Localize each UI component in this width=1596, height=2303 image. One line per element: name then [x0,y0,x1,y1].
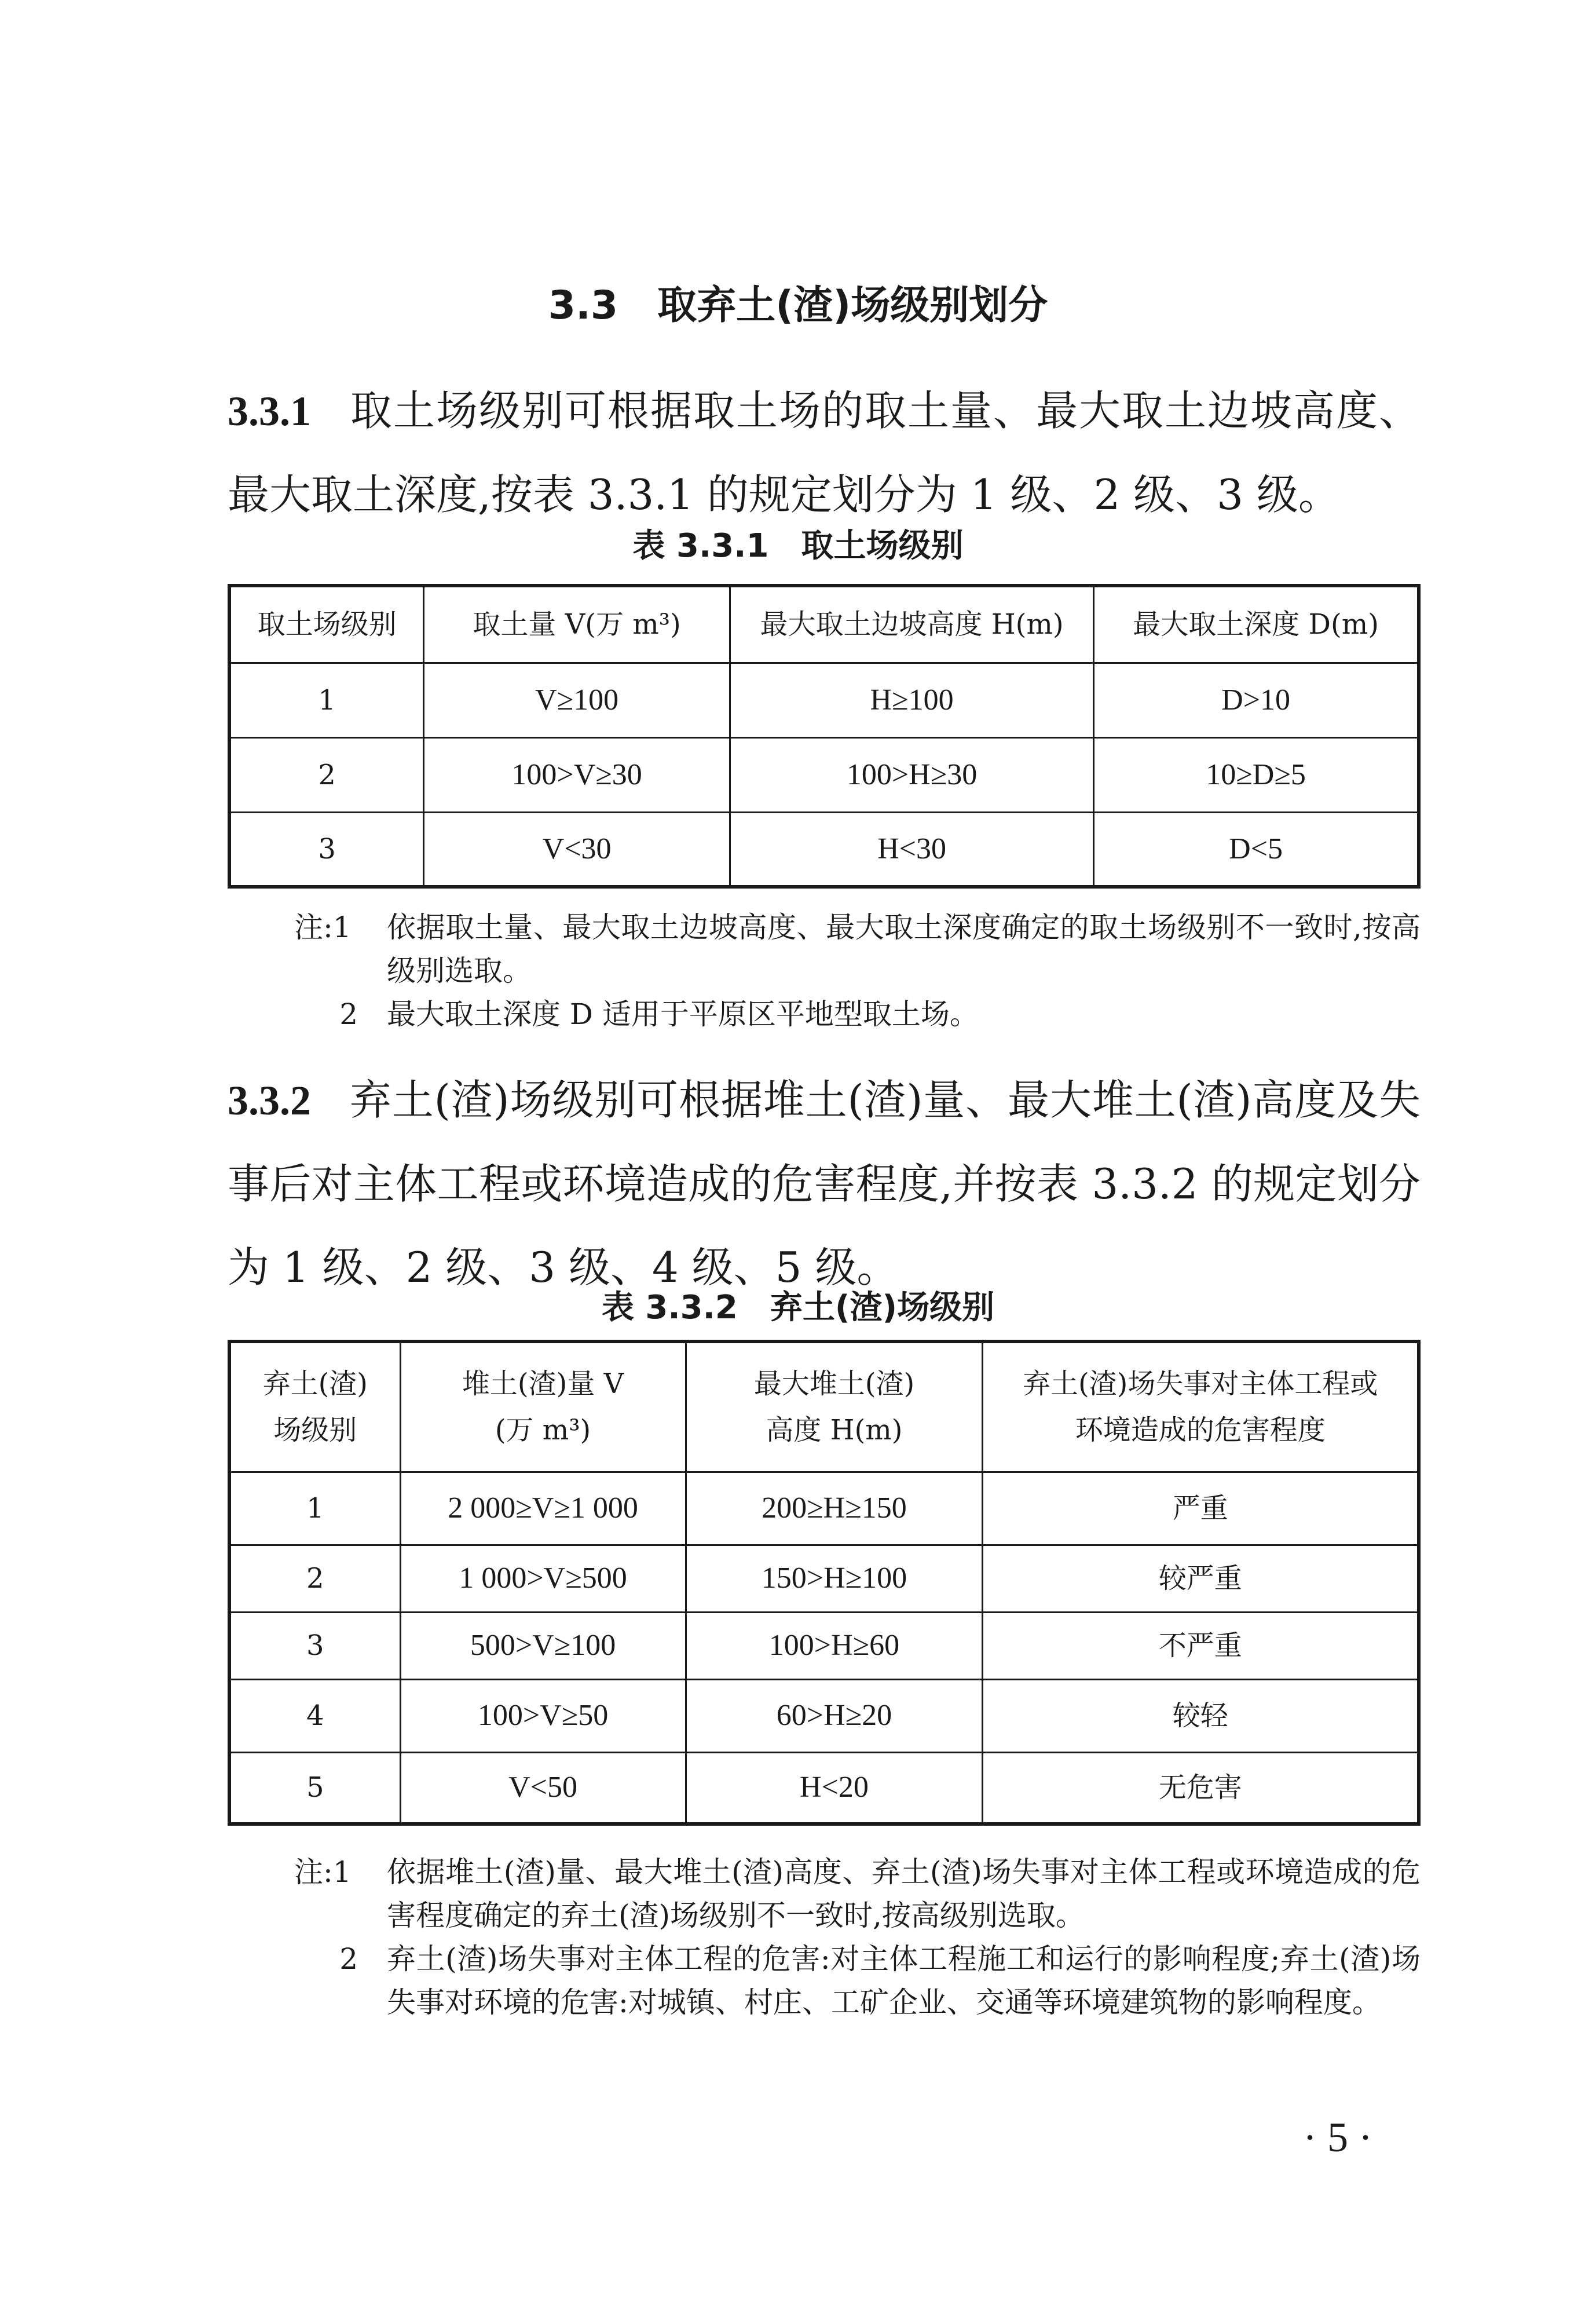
table-row [229,1752,1419,1824]
table-cell: 2 000≥V≥1 000 [400,1472,686,1545]
table-cell: 1 000>V≥500 [400,1545,686,1612]
clause-number: 3.3.2 [228,1077,311,1124]
table-row [229,812,1419,887]
page-number: · 5 · [1303,2114,1372,2161]
table-2-note-1 [294,1851,1421,1938]
section-title: 3.3 取弃土(渣)场级别划分 [548,283,1048,328]
table-cell: V<30 [424,812,730,887]
note-text: 依据取土量、最大取土边坡高度、最大取土深度确定的取土场级别不一致时,按高级别选取。 [387,911,1421,988]
note-label: 2 [339,1942,358,1976]
header-line: 最大堆土(渣) [753,1368,915,1401]
table-cell: 100>H≥60 [686,1612,983,1679]
table-row [229,663,1419,737]
header-cell: 取土场级别 [229,586,424,663]
table-cell: 500>V≥100 [400,1612,686,1679]
header-line: 高度 H(m) [766,1414,903,1447]
table-cell: 100>V≥50 [400,1679,686,1752]
table-cell: 60>H≥20 [686,1679,983,1752]
table-cell: H≥100 [730,663,1093,737]
table-cell: 100>H≥30 [730,737,1093,812]
table-1-title: 表 3.3.1 取土场级别 [632,527,964,565]
table-cell: 2 [229,1545,400,1612]
table-cell: 2 [229,737,424,812]
header-cell: 最大取土边坡高度 H(m) [730,586,1093,663]
table-cell: 5 [229,1752,400,1824]
header-cell [686,1341,983,1472]
table-cell: 1 [229,1472,400,1545]
table-cell: 3 [229,1612,400,1679]
clause-text: 弃土(渣)场级别可根据堆土(渣)量、最大堆土(渣)高度及失事后对主体工程或环境造成的危害程度,并按表 3.3.2 的规定划分为 1 级、2 级、3 级、4 级、5 级。 [228,1076,1421,1292]
note-label: 注:1 [294,911,352,944]
table-cell: 较轻 [983,1679,1419,1752]
table-header-row [229,1341,1419,1472]
note-text: 最大取土深度 D 适用于平原区平地型取土场。 [387,997,979,1031]
table-2 [228,1340,1421,1826]
table-cell: 无危害 [983,1752,1419,1824]
table-cell: 200≥H≥150 [686,1472,983,1545]
table-2-note-2 [294,1938,1421,2068]
table-2-title: 表 3.3.2 弃土(渣)场级别 [601,1289,995,1326]
clause-text: 取土场级别可根据取土场的取土量、最大取土边坡高度、最大取土深度,按表 3.3.1 的规定划分为 1 级、2 级、3 级。 [228,386,1421,519]
table-row [229,1545,1419,1612]
header-line: 堆土(渣)量 V [462,1368,624,1401]
note-label: 注:1 [294,1855,352,1889]
table-1-note-2 [294,993,1421,1036]
table-cell: H<20 [686,1752,983,1824]
header-line: (万 m³) [495,1414,591,1447]
table-header-row [229,586,1419,663]
header-line: 环境造成的危害程度 [1075,1414,1326,1447]
clause-3-3-2 [228,1058,1421,1309]
header-line: 场级别 [273,1414,357,1447]
header-cell: 取土量 V(万 m³) [424,586,730,663]
table-cell: 150>H≥100 [686,1545,983,1612]
table-cell: 1 [229,663,424,737]
table-cell: 4 [229,1679,400,1752]
note-text: 依据堆土(渣)量、最大堆土(渣)高度、弃土(渣)场失事对主体工程或环境造成的危害程度确定的弃土(渣)场级别不一致时,按高级别选取。 [387,1855,1421,1932]
table-1-note-1 [294,906,1421,993]
header-line: 弃土(渣) [262,1368,368,1401]
table-cell: 严重 [983,1472,1419,1545]
table-cell: H<30 [730,812,1093,887]
header-cell [400,1341,686,1472]
clause-3-3-1 [228,369,1421,536]
table-row [229,737,1419,812]
table-cell: 较严重 [983,1545,1419,1612]
table-cell: V≥100 [424,663,730,737]
header-cell [983,1341,1419,1472]
note-text: 弃土(渣)场失事对主体工程的危害:对主体工程施工和运行的影响程度;弃土(渣)场失事对环境的危害:对城镇、村庄、工矿企业、交通等环境建筑物的影响程度。 [387,1942,1421,2019]
table-row [229,1612,1419,1679]
header-cell: 最大取土深度 D(m) [1094,586,1419,663]
table-1 [228,584,1421,889]
header-cell [229,1341,400,1472]
header-line: 弃土(渣)场失事对主体工程或 [1022,1368,1378,1401]
table-cell: 10≥D≥5 [1094,737,1419,812]
table-cell: D<5 [1094,812,1419,887]
table-row [229,1679,1419,1752]
table-cell: V<50 [400,1752,686,1824]
table-cell: 3 [229,812,424,887]
table-cell: 不严重 [983,1612,1419,1679]
table-cell: D>10 [1094,663,1419,737]
clause-number: 3.3.1 [228,388,311,434]
table-row [229,1472,1419,1545]
note-label: 2 [339,997,358,1031]
table-cell: 100>V≥30 [424,737,730,812]
